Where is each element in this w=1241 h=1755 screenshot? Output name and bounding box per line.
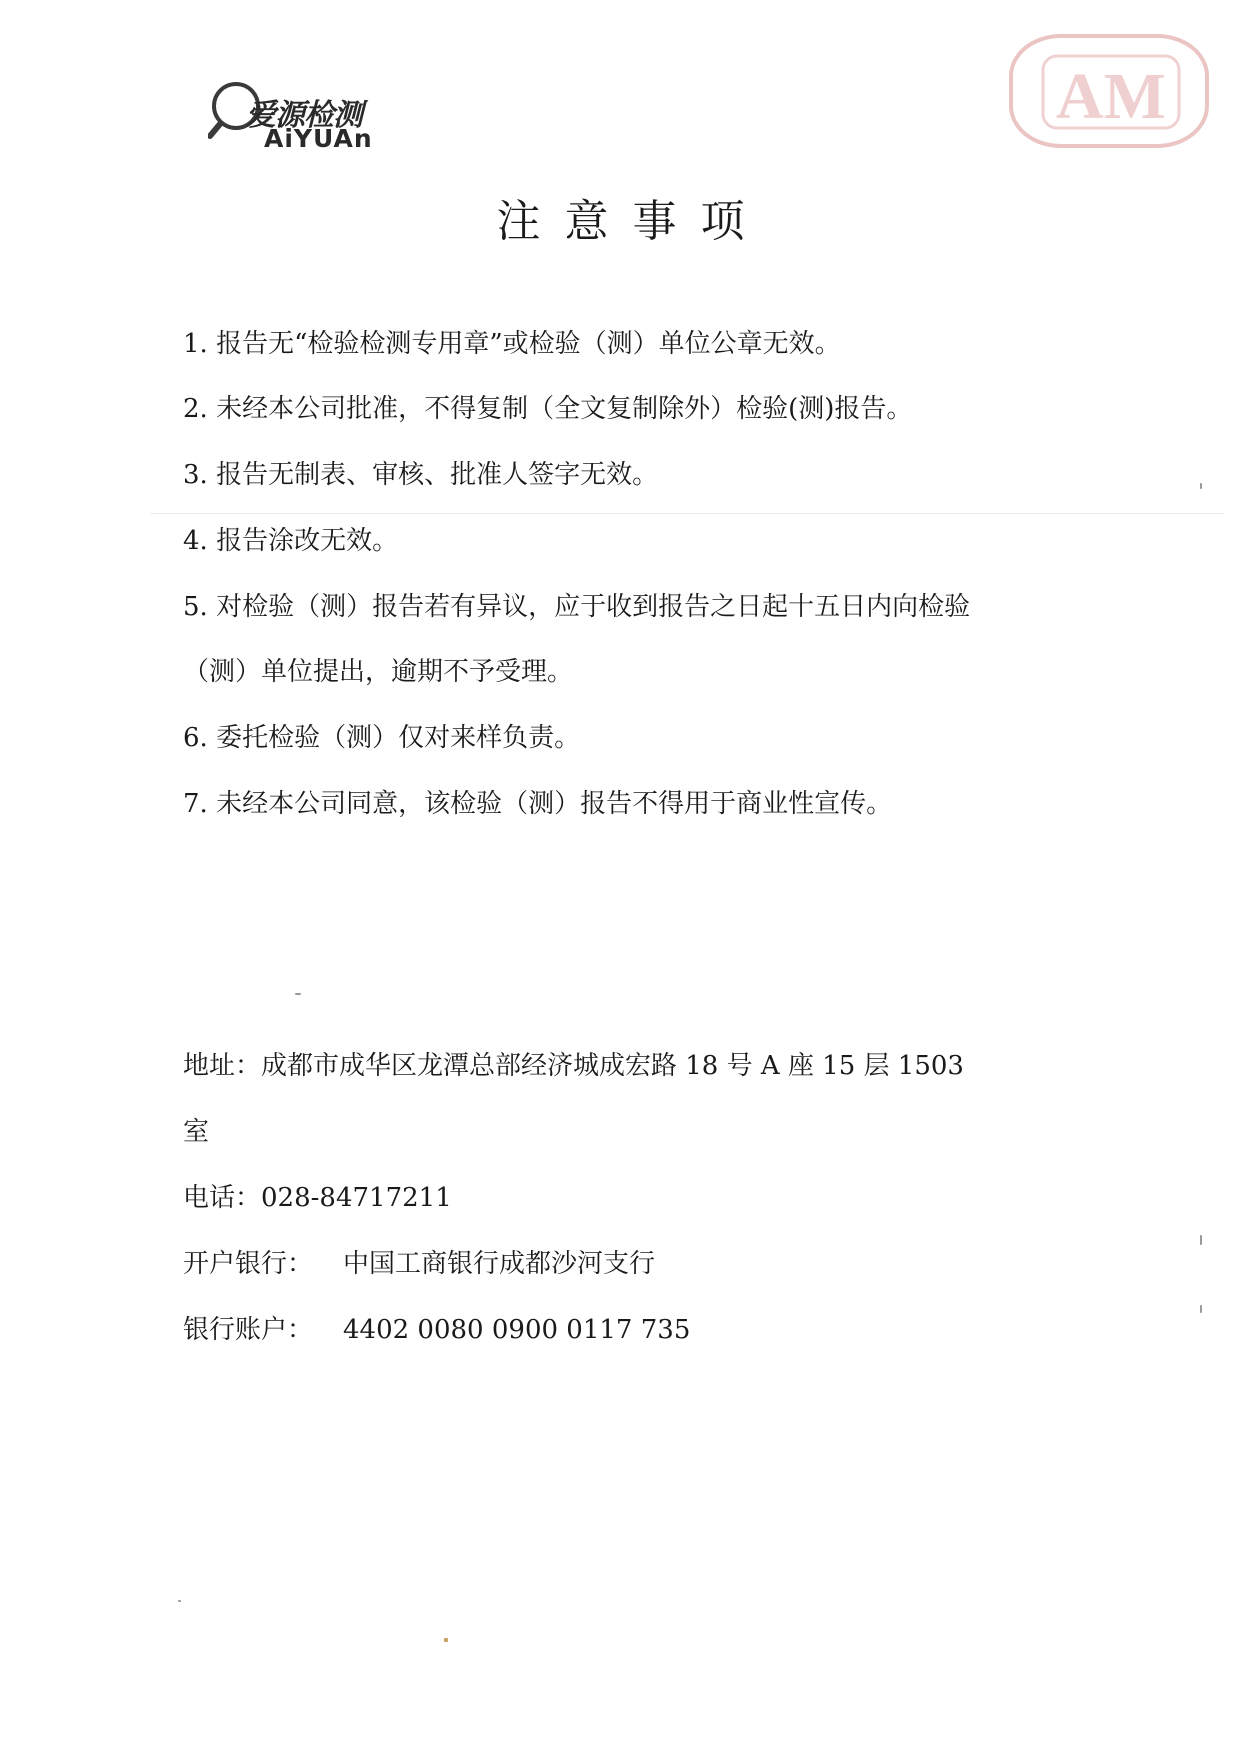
scan-line [150,513,1225,514]
account-row [183,1313,691,1347]
notice-item-3: 3. 报告无制表、审核、批准人签字无效。 [183,460,659,490]
notice-item-1: 1. 报告无“检验检测专用章”或检验（测）单位公章无效。 [183,329,841,359]
bank-value: 中国工商银行成都沙河支行 [343,1249,656,1279]
scan-speck [1200,1235,1202,1245]
scan-speck [295,993,301,995]
scan-speck [1200,1305,1202,1313]
stamp-text: AM [1056,60,1166,133]
notice-item-7: 7. 未经本公司同意，该检验（测）报告不得用于商业性宣传。 [183,789,893,819]
notice-item-6: 6. 委托检验（测）仅对来样负责。 [183,723,581,753]
account-label: 银行账户： [183,1315,314,1345]
notice-item-2: 2. 未经本公司批准，不得复制（全文复制除外）检验(测)报告。 [183,394,913,424]
address-line-2: 室 [183,1117,210,1147]
scan-speck [444,1638,448,1642]
address-line-1: 地址：成都市成华区龙潭总部经济城成宏路 18 号 A 座 15 层 1503 [183,1051,964,1081]
page-title: 注意事项 [496,196,769,247]
company-logo [208,74,408,156]
phone: 电话：028-84717211 [183,1183,452,1213]
logo-chinese-text: 爱源检测 [246,98,362,133]
bank-row [183,1247,656,1281]
account-value: 4402 0080 0900 0117 735 [343,1315,691,1345]
notice-item-5: 5. 对检验（测）报告若有异议，应于收到报告之日起十五日内向检验 [183,592,971,622]
scan-speck [178,1600,181,1602]
seal-stamp [1005,18,1215,168]
notice-item-5-continued: （测）单位提出，逾期不予受理。 [183,657,574,687]
bank-label: 开户银行： [183,1249,314,1279]
notice-item-4: 4. 报告涂改无效。 [183,526,399,556]
scan-speck [1200,483,1202,489]
logo-english-text: AiYUAn [264,124,373,153]
